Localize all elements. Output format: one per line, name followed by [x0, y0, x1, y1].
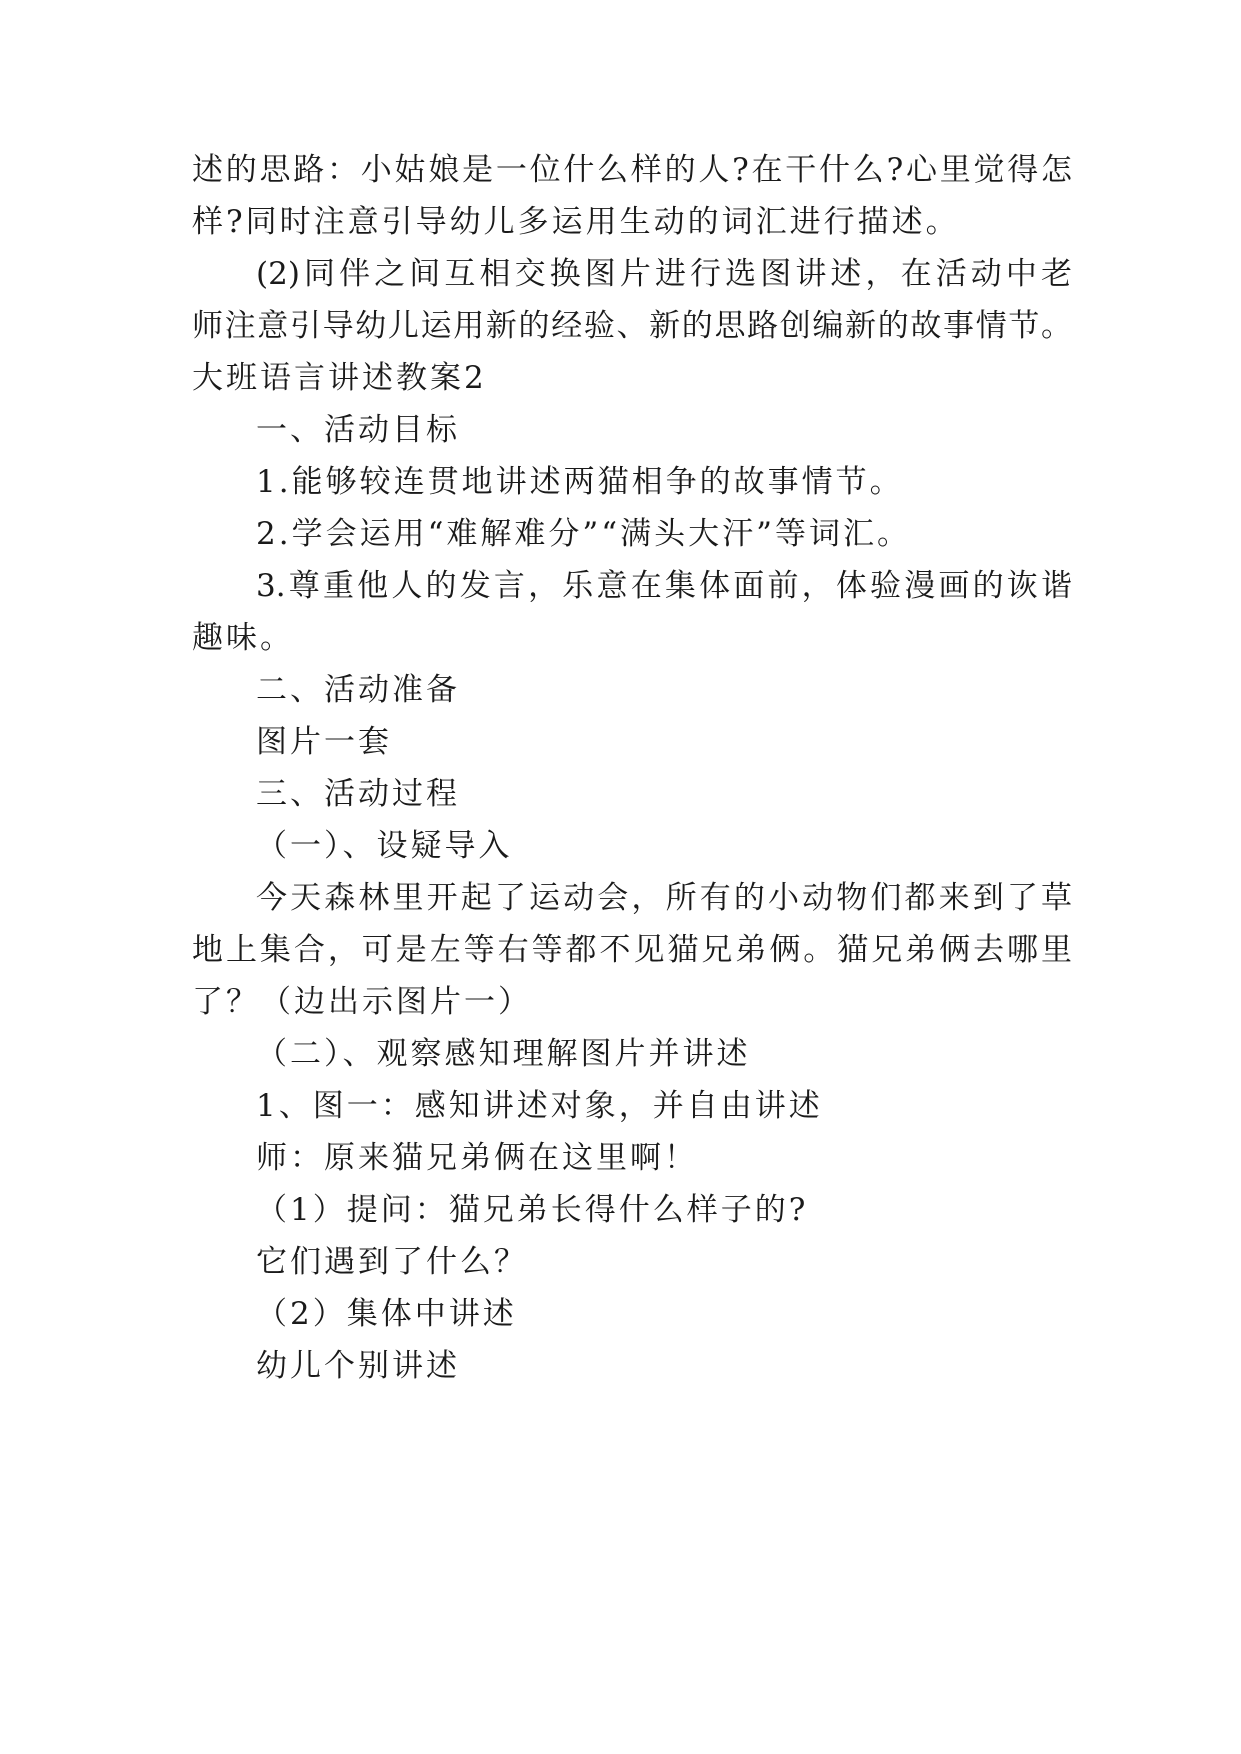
paragraph-line: （2）集体中讲述 — [256, 1296, 517, 1332]
section-heading: 大班语言讲述教案2 — [192, 360, 487, 396]
subsection-heading: （一）、设疑导入 — [256, 828, 513, 864]
paragraph-line: 它们遇到了什么？ — [256, 1244, 528, 1280]
paragraph-line: 了？（边出示图片一） — [192, 984, 532, 1020]
paragraph-line: 师：原来猫兄弟俩在这里啊！ — [256, 1140, 698, 1176]
section-heading: 一、活动目标 — [256, 412, 460, 448]
list-item: 1.能够较连贯地讲述两猫相争的故事情节。 — [256, 464, 904, 500]
paragraph-line: 今天森林里开起了运动会，所有的小动物们都来到了草 — [256, 880, 1072, 916]
paragraph-line: 图片一套 — [256, 724, 392, 760]
section-heading: 三、活动过程 — [256, 776, 460, 812]
paragraph-line: (2)同伴之间互相交换图片进行选图讲述，在活动中老 — [256, 256, 1072, 292]
section-heading: 二、活动准备 — [256, 672, 460, 708]
list-item: 3.尊重他人的发言，乐意在集体面前，体验漫画的诙谐 — [256, 568, 1072, 604]
paragraph-line: 趣味。 — [192, 620, 294, 656]
subsection-heading: （二）、观察感知理解图片并讲述 — [256, 1036, 751, 1072]
paragraph-line: 述的思路：小姑娘是一位什么样的人?在干什么?心里觉得怎 — [192, 152, 1072, 188]
paragraph-line: 样?同时注意引导幼儿多运用生动的词汇进行描述。 — [192, 204, 960, 240]
paragraph-line: 地上集合，可是左等右等都不见猫兄弟俩。猫兄弟俩去哪里 — [192, 932, 1072, 968]
paragraph-line: 师注意引导幼儿运用新的经验、新的思路创编新的故事情节。 — [192, 308, 1072, 344]
paragraph-line: 幼儿个别讲述 — [256, 1348, 460, 1384]
paragraph-line: （1）提问：猫兄弟长得什么样子的? — [256, 1192, 809, 1228]
paragraph-line: 1、图一：感知讲述对象，并自由讲述 — [256, 1088, 823, 1124]
list-item: 2.学会运用“难解难分”“满头大汗”等词汇。 — [256, 516, 911, 552]
